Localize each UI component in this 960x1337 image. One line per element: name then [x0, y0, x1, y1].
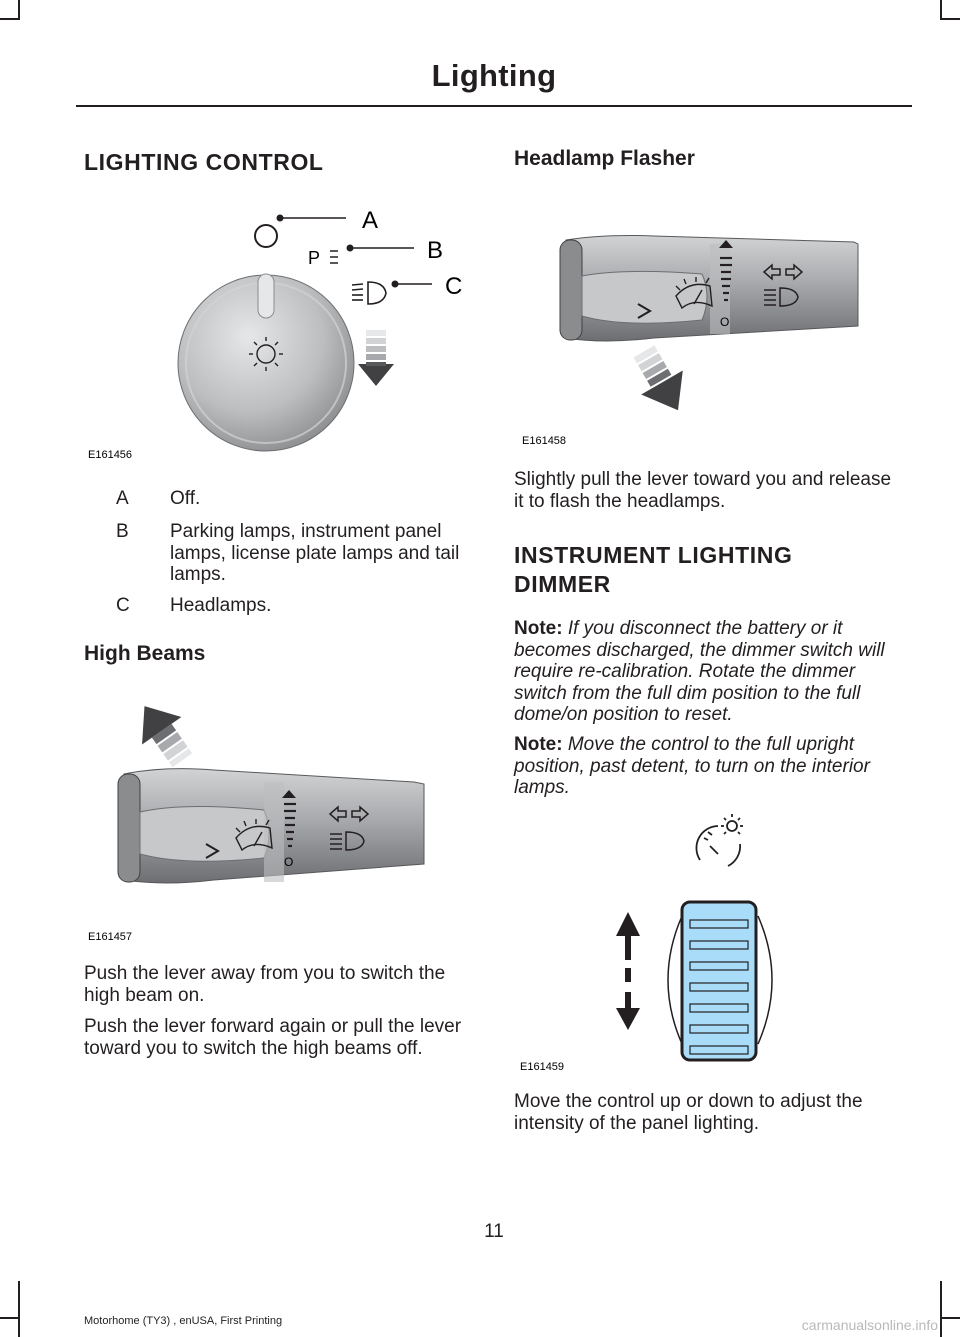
crop-mark [18, 1281, 20, 1337]
crop-mark [0, 18, 20, 20]
headlamp-flasher-heading: Headlamp Flasher [514, 147, 695, 170]
note-label: Note: [514, 734, 563, 755]
header-rule [76, 105, 912, 107]
dimmer-paragraph: Move the control up or down to adjust the intensity of the panel lighting. [514, 1091, 863, 1134]
headlamp-icon [352, 282, 386, 304]
callout-b: B [427, 237, 444, 264]
item-label: B [116, 521, 129, 542]
page-title: Lighting [431, 58, 557, 93]
off-position-icon [255, 225, 277, 247]
rotate-arrow-icon [358, 330, 394, 386]
headlamp-flasher-paragraph: Slightly pull the lever toward you and release it to flash the headlamps. [514, 469, 892, 512]
high-beams-heading: High Beams [84, 642, 206, 665]
watermark: carmanualsonline.info [801, 1317, 938, 1333]
note-text: Move the control to the full upright position, past detent, to turn on the interior lamps. [514, 734, 870, 798]
note-text: If you disconnect the battery or it becomes discharged, the dimmer switch will require re-calibration. Rotate the dimmer switch from the full dim position to the full dome/on position to reset. [514, 618, 885, 725]
dimmer-wheel [682, 902, 756, 1060]
crop-mark [940, 1317, 960, 1319]
figure-code: E161457 [88, 931, 133, 943]
page-number: 11 [484, 1221, 504, 1242]
item-text: Headlamps. [170, 595, 272, 616]
panel-light-icon [696, 814, 743, 866]
item-label: A [116, 488, 129, 509]
crop-mark [940, 18, 960, 20]
note-label: Note: [514, 618, 563, 639]
callout-a: A [362, 207, 379, 234]
dimmer-heading-line1: INSTRUMENT LIGHTING [514, 542, 793, 568]
note [514, 734, 910, 799]
off-mark: O [284, 855, 294, 869]
parking-lamp-icon [330, 251, 338, 263]
dimmer-figure [514, 808, 914, 1074]
item-text: Off. [170, 488, 201, 509]
callout-c: C [445, 273, 463, 300]
figure-code: E161456 [88, 449, 133, 461]
off-mark: O [720, 315, 730, 329]
crop-mark [940, 0, 942, 20]
high-beams-figure [84, 694, 484, 946]
footer-text: Motorhome (TY3) , enUSA, First Printing [84, 1315, 283, 1327]
parking-p-mark: P [308, 248, 321, 268]
headlamp-flasher-figure [514, 196, 914, 450]
dimmer-heading-line2: DIMMER [514, 571, 611, 597]
high-beams-paragraph: Push the lever forward again or pull the lever toward you to switch the high beams off. [84, 1016, 462, 1059]
crop-mark [0, 1317, 20, 1319]
note [514, 618, 910, 726]
lighting-control-heading: LIGHTING CONTROL [84, 149, 324, 175]
item-text: Parking lamps, instrument panel lamps, license plate lamps and tail lamps. [170, 521, 460, 585]
lighting-control-figure [84, 196, 484, 466]
pull-toward-arrow-icon [623, 339, 699, 422]
push-away-arrow-icon [125, 694, 202, 774]
figure-code: E161458 [522, 435, 567, 447]
up-down-arrow-icon [616, 912, 640, 1030]
crop-mark [18, 0, 20, 20]
high-beams-paragraph: Push the lever away from you to switch the high beam on. [84, 963, 446, 1006]
figure-code: E161459 [520, 1061, 565, 1073]
crop-mark [940, 1281, 942, 1337]
item-label: C [116, 595, 130, 616]
